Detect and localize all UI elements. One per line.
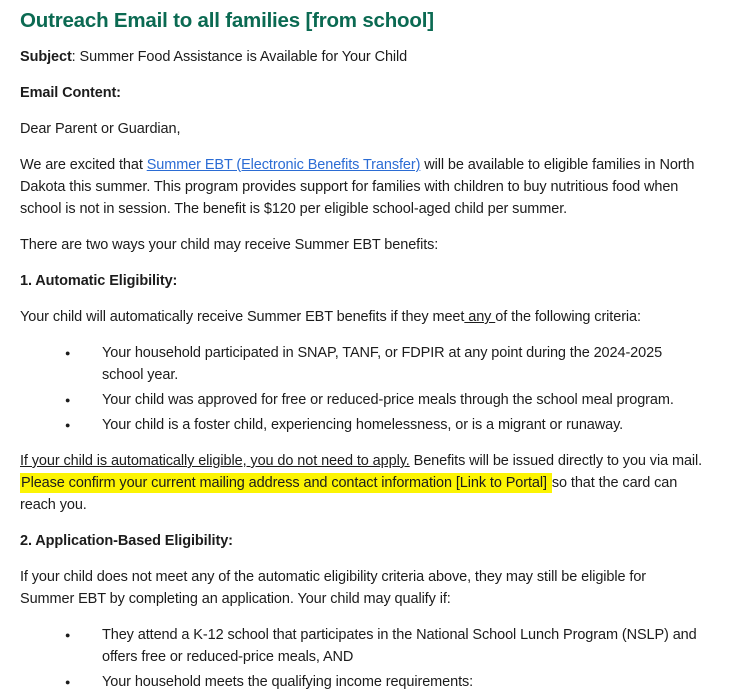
intro-post-text: will be available to eligible families in North Dakota this summer. This program provides support for families with children to buy nutritious food when school is not in session. The benefit is $120 per eligible school-aged child per summer. (20, 157, 695, 217)
automatic-intro-paragraph (20, 306, 704, 328)
benefits-mail-text: Benefits will be issued directly to you via mail. (409, 453, 703, 469)
automatic-eligibility-heading (20, 270, 704, 292)
greeting-line: Dear Parent or Guardian, (20, 121, 181, 137)
any-underlined: any (464, 309, 496, 325)
confirm-address-highlight: Please confirm your current mailing address and contact information [Link to Portal] (21, 475, 551, 491)
list-item: ● Your child is a foster child, experiencing homelessness, or is a migrant or runaway. (20, 414, 704, 436)
list-item: ● Your household participated in SNAP, TANF, or FDPIR at any point during the 2024-2025 school year. (20, 342, 704, 386)
automatic-eligibility-heading-text: 1. Automatic Eligibility: (20, 273, 178, 289)
automatic-criteria-list (20, 342, 704, 436)
list-item: ● Your household meets the qualifying income requirements: (20, 671, 704, 693)
email-content-heading (20, 82, 704, 104)
intro-pre-text: We are excited that (20, 157, 147, 173)
subject-line (20, 46, 704, 68)
application-intro-paragraph: If your child does not meet any of the automatic eligibility criteria above, they may still be eligible for Summer EBT by completing an application. Your child may qualify if: (20, 569, 647, 607)
note-tail-text: so that the card can reach you. (20, 475, 678, 513)
intro-paragraph (20, 154, 704, 220)
subject-label: Subject (20, 49, 72, 65)
page-title: Outreach Email to all families [from school] (20, 9, 434, 32)
no-apply-underlined-sentence: If your child is automatically eligible, you do not need to apply. (20, 453, 410, 469)
list-item: ● Your child was approved for free or reduced-price meals through the school meal program. (20, 389, 704, 411)
subject-separator: : (71, 49, 80, 65)
summer-ebt-link[interactable]: Summer EBT (Electronic Benefits Transfer) (146, 157, 421, 173)
application-eligibility-heading (20, 530, 704, 552)
automatic-intro-pre: Your child will automatically receive Summer EBT benefits if they meet (20, 309, 465, 325)
automatic-intro-post: of the following criteria: (495, 309, 641, 325)
subject-value: Summer Food Assistance is Available for Your Child (79, 49, 408, 65)
automatic-note-paragraph (20, 450, 704, 516)
list-item: ● They attend a K-12 school that participates in the National School Lunch Program (NSLP) and offers free or reduced-price meals, AND (20, 624, 704, 668)
two-ways-line: There are two ways your child may receive Summer EBT benefits: (20, 237, 439, 253)
application-criteria-list (20, 624, 704, 693)
application-eligibility-heading-text: 2. Application-Based Eligibility: (20, 533, 233, 549)
email-content-heading-text: Email Content: (20, 85, 121, 101)
